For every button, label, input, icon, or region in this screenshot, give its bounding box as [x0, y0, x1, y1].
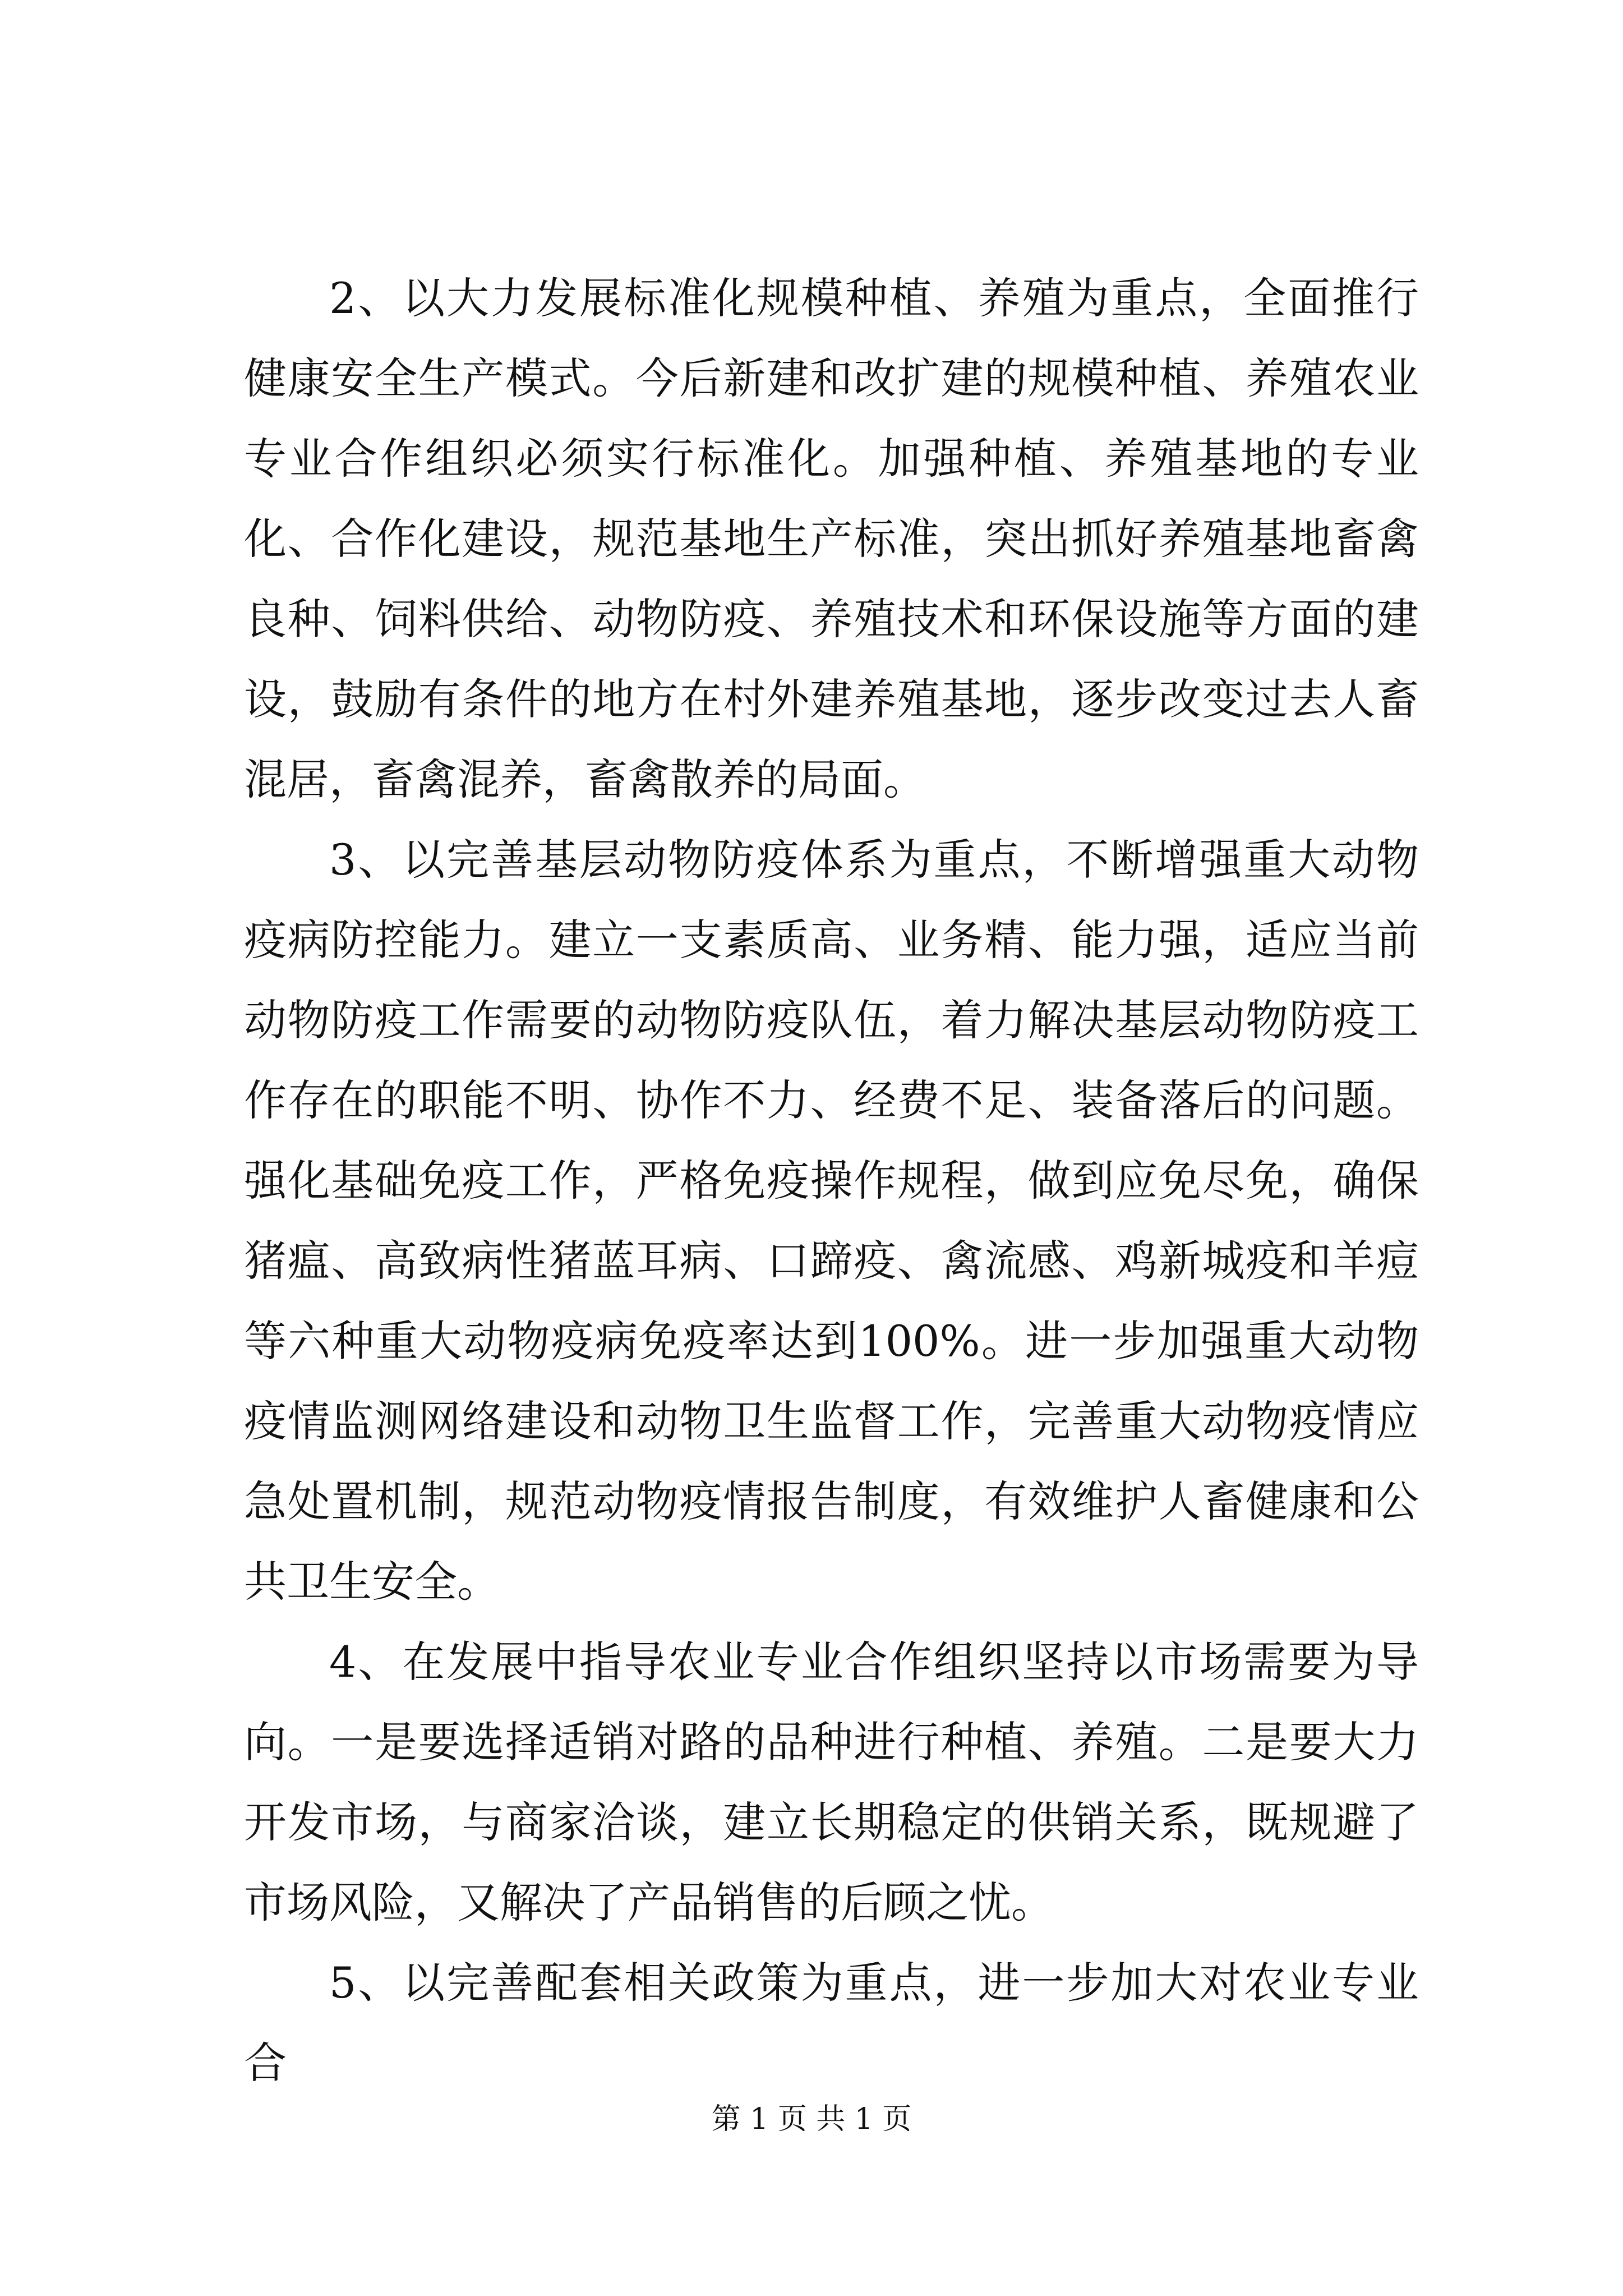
paragraph-3: 3、以完善基层动物防疫体系为重点，不断增强重大动物疫病防控能力。建立一支素质高、业务精、能力强，适应当前动物防疫工作需要的动物防疫队伍，着力解决基层动物防疫工作存在的职能不明、协作不力、经费不足、装备落后的问题。强化基础免疫工作，严格免疫操作规程，做到应免尽免，确保猪瘟、高致病性猪蓝耳病、口蹄疫、禽流感、鸡新城疫和羊痘等六种重大动物疫病免疫率达到100%。进一步加强重大动物疫情监测网络建设和动物卫生监督工作，完善重大动物疫情应急处置机制，规范动物疫情报告制度，有效维护人畜健康和公共卫生安全。	[244, 835, 1419, 1607]
document-body	[244, 258, 1419, 2103]
page-footer: 第 1 页 共 1 页	[711, 2102, 912, 2136]
paragraph-2: 2、以大力发展标准化规模种植、养殖为重点，全面推行健康安全生产模式。今后新建和改扩建的规模种植、养殖农业专业合作组织必须实行标准化。加强种植、养殖基地的专业化、合作化建设，规范基地生产标准，突出抓好养殖基地畜禽良种、饲料供给、动物防疫、养殖技术和环保设施等方面的建设，鼓励有条件的地方在村外建养殖基地，逐步改变过去人畜混居，畜禽混养，畜禽散养的局面。	[244, 273, 1419, 804]
paragraph-5: 5、以完善配套相关政策为重点，进一步加大对农业专业合	[244, 1958, 1419, 2088]
paragraph-4: 4、在发展中指导农业专业合作组织坚持以市场需要为导向。一是要选择适销对路的品种进行种植、养殖。二是要大力开发市场，与商家洽谈，建立长期稳定的供销关系，既规避了市场风险，又解决了产品销售的后顾之忧。	[244, 1637, 1419, 1927]
